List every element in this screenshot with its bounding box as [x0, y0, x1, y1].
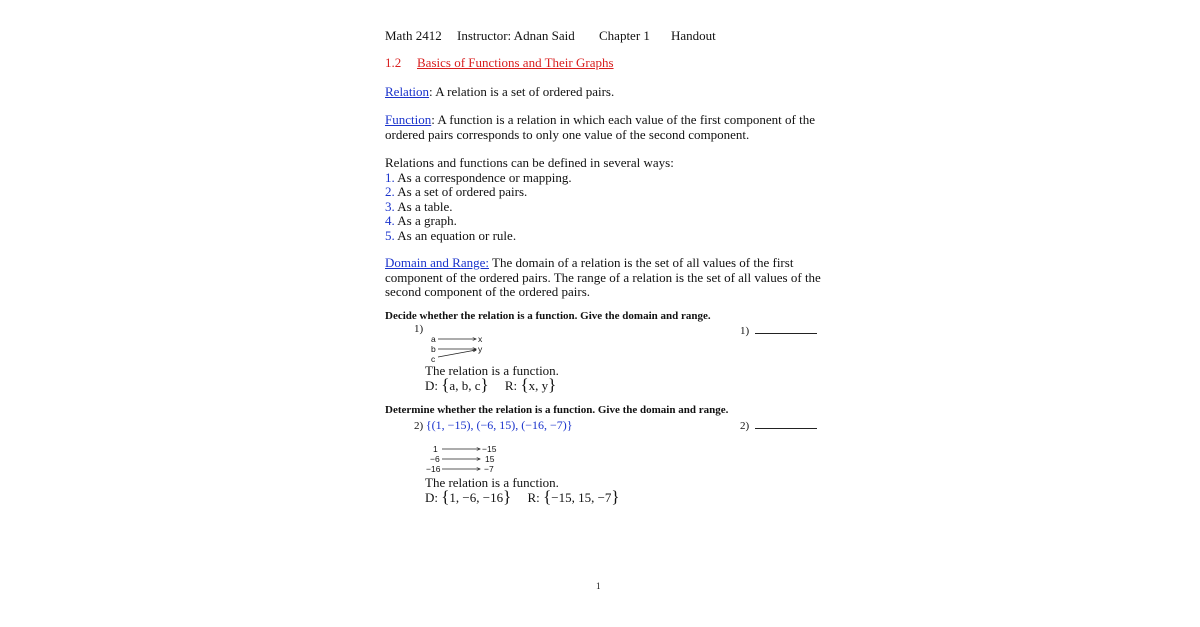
mapping2-left-1: 1	[433, 444, 438, 454]
function-line2: ordered pairs corresponds to only one value of the second component.	[385, 126, 750, 142]
relation-text: : A relation is a set of ordered pairs.	[429, 84, 615, 99]
answer-blank[interactable]	[755, 418, 817, 429]
function-term[interactable]: Function	[385, 112, 432, 127]
problem2-domain-range: D: {1, −6, −16} R: {−15, 15, −7}	[425, 487, 620, 506]
problem1-range-values: x, y	[528, 378, 549, 393]
relation-term[interactable]: Relation	[385, 84, 430, 99]
header-chapter: Chapter 1	[599, 28, 650, 43]
mapping1-right-y: y	[478, 344, 483, 354]
problem1-domain-values: a, b, c	[449, 378, 481, 393]
arrow-c-y	[438, 350, 476, 357]
problem2-label: 2)	[414, 420, 424, 432]
header-instructor: Instructor: Adnan Said	[457, 28, 575, 43]
ways-item: 1. As a correspondence or mapping.	[385, 169, 572, 185]
problem1-domain-range: D: {a, b, c} R: {x, y}	[425, 375, 557, 394]
section-title[interactable]: Basics of Functions and Their Graphs	[417, 55, 614, 70]
problem2-set: {(1, −15), (−6, 15), (−16, −7)}	[425, 418, 573, 432]
mapping2-right-neg7: −7	[484, 464, 494, 474]
header-course: Math 2412	[385, 28, 442, 43]
domain-range-term[interactable]: Domain and Range:	[385, 255, 489, 270]
domain-range-definition: Domain and Range: The domain of a relation is the set of all values of the first component of the ordered pairs. The range of a relation is the set of all values of the second component of the ordered pairs.	[385, 255, 821, 299]
problem2-instruction: Determine whether the relation is a function. Give the domain and range.	[385, 404, 729, 416]
mapping2-right-neg15: −15	[482, 444, 497, 454]
section-number: 1.2	[385, 55, 402, 70]
problem1-answer-slot[interactable]: 1)	[740, 323, 817, 337]
problem1-instruction: Decide whether the relation is a function. Give the domain and range.	[385, 310, 711, 322]
mapping2-left-neg6: −6	[430, 454, 440, 464]
mapping1-left-b: b	[431, 344, 436, 354]
problem2-answer-slot[interactable]: 2)	[740, 418, 817, 432]
mapping1-left-c: c	[431, 354, 436, 364]
problem2-domain-values: 1, −6, −16	[449, 490, 504, 505]
mapping1-left-a: a	[431, 334, 436, 344]
problem2-label-line	[414, 418, 573, 433]
page-number: 1	[596, 581, 601, 591]
mapping1-right-x: x	[478, 334, 483, 344]
ways-item: 2. As a set of ordered pairs.	[385, 184, 528, 199]
mapping2-right-15: 15	[485, 454, 495, 464]
header-handout: Handout	[671, 28, 716, 43]
function-line1: : A function is a relation in which each value of the first component of the	[431, 112, 815, 127]
ways-item: 5. As an equation or rule.	[385, 227, 517, 243]
ways-item: 3. As a table.	[385, 198, 453, 214]
ways-item: 4. As a graph.	[385, 213, 457, 228]
problem2-answer-text: The relation is a function.	[425, 475, 559, 490]
problem2-range-values: −15, 15, −7	[551, 490, 612, 505]
problem1-answer-text: The relation is a function.	[425, 363, 559, 378]
problem1-label: 1)	[414, 323, 424, 335]
ways-intro: Relations and functions can be defined in several ways:	[385, 155, 674, 170]
mapping2-left-neg16: −16	[426, 464, 441, 474]
